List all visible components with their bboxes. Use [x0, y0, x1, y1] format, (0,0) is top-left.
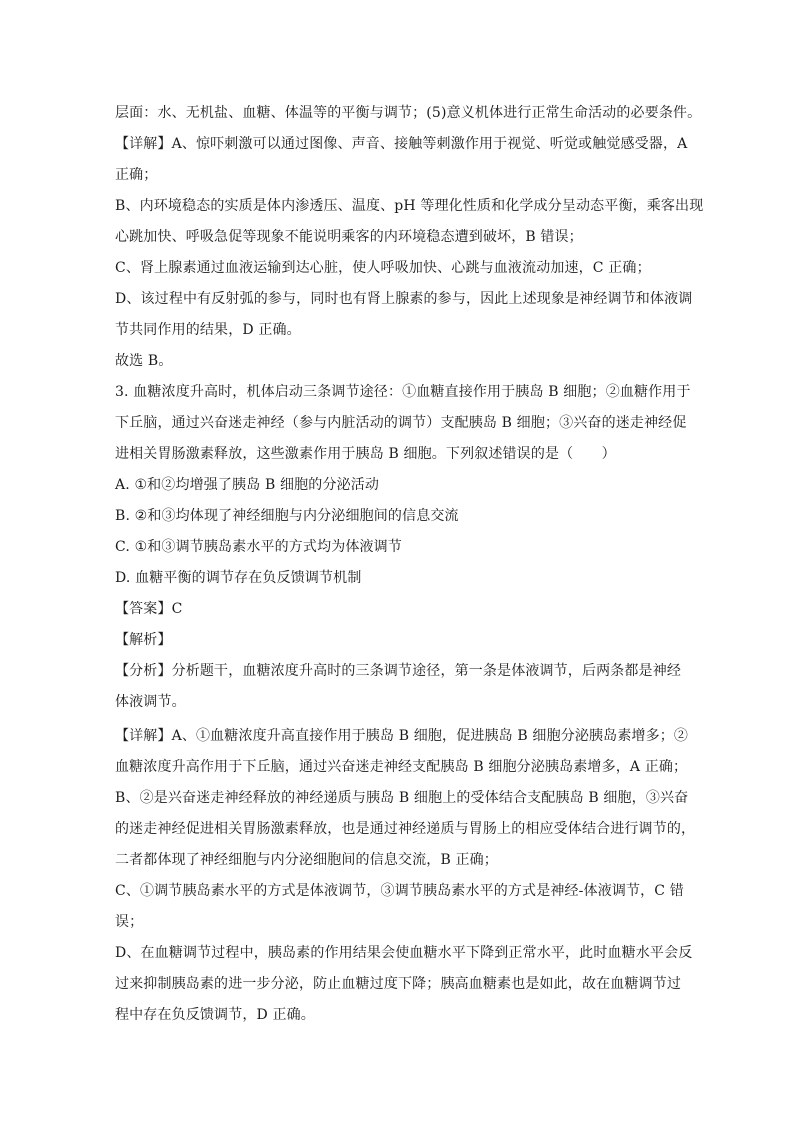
text-line: 层面：水、无机盐、血糖、体温等的平衡与调节；(5)意义机体进行正常生命活动的必要条件。 [115, 105, 702, 121]
option-a: A. ①和②均增强了胰岛 B 细胞的分泌活动 [115, 477, 380, 493]
option-d: D. 血糖平衡的调节存在负反馈调节机制 [115, 570, 362, 586]
question-stem: 下丘脑，通过兴奋迷走神经（参与内脏活动的调节）支配胰岛 B 细胞；③兴奋的迷走神经促 [115, 415, 687, 431]
text-line: D、在血糖调节过程中，胰岛素的作用结果会使血糖水平下降到正常水平，此时血糖水平会反 [115, 945, 693, 961]
text-line: 正确； [115, 167, 158, 183]
option-c: C. ①和③调节胰岛素水平的方式均为体液调节 [115, 539, 402, 555]
text-line: 程中存在负反馈调节，D 正确。 [115, 1007, 315, 1023]
text-line: 【分析】分析题干，血糖浓度升高时的三条调节途径，第一条是体液调节，后两条都是神经 [115, 663, 681, 679]
text-line: C、①调节胰岛素水平的方式是体液调节，③调节胰岛素水平的方式是神经-体液调节，C 错 [115, 883, 684, 899]
text-line: B、②是兴奋迷走神经释放的神经递质与胰岛 B 细胞上的受体结合支配胰岛 B 细胞，③兴奋 [115, 790, 689, 806]
text-line: 节共同作用的结果，D 正确。 [115, 322, 301, 338]
text-line: C、肾上腺素通过血液运输到达心脏，使人呼吸加快、心跳与血液流动加速，C 正确； [115, 260, 651, 276]
text-line: 的迷走神经促进相关胃肠激素释放，也是通过神经递质与胃肠上的相应受体结合进行调节的， [115, 821, 696, 837]
answer-line: 【答案】C [115, 601, 183, 617]
option-b: B. ②和③均体现了神经细胞与内分泌细胞间的信息交流 [115, 508, 459, 524]
text-line: 故选 B。 [115, 353, 173, 369]
text-line: 血糖浓度升高作用于下丘脑，通过兴奋迷走神经支配胰岛 B 细胞分泌胰岛素增多，A 正确； [115, 759, 688, 775]
question-stem: 3. 血糖浓度升高时，机体启动三条调节途径：①血糖直接作用于胰岛 B 细胞；②血糖作用于 [115, 384, 691, 400]
text-line: 误； [115, 914, 144, 930]
text-line: 体液调节。 [115, 694, 186, 710]
text-line: 【详解】A、惊吓刺激可以通过图像、声音、接触等刺激作用于视觉、听觉或触觉感受器，A [115, 136, 688, 152]
text-line: D、该过程中有反射弧的参与，同时也有肾上腺素的参与，因此上述现象是神经调节和体液调 [115, 291, 693, 307]
text-line: 心跳加快、呼吸急促等现象不能说明乘客的内环境稳态遭到破坏，B 错误； [115, 229, 583, 245]
text-line: 【详解】A、①血糖浓度升高直接作用于胰岛 B 细胞，促进胰岛 B 细胞分泌胰岛素增多；② [115, 728, 689, 744]
question-stem: 进相关胃肠激素释放，这些激素作用于胰岛 B 细胞。下列叙述错误的是（ ） [115, 446, 616, 462]
text-line: 过来抑制胰岛素的进一步分泌，防止血糖过度下降；胰高血糖素也是如此，故在血糖调节过 [115, 976, 681, 992]
analysis-heading: 【解析】 [115, 632, 172, 648]
text-line: 二者都体现了神经细胞与内分泌细胞间的信息交流，B 正确； [115, 852, 498, 868]
text-line: B、内环境稳态的实质是体内渗透压、温度、pH 等理化性质和化学成分呈动态平衡，乘客出现 [115, 198, 704, 214]
